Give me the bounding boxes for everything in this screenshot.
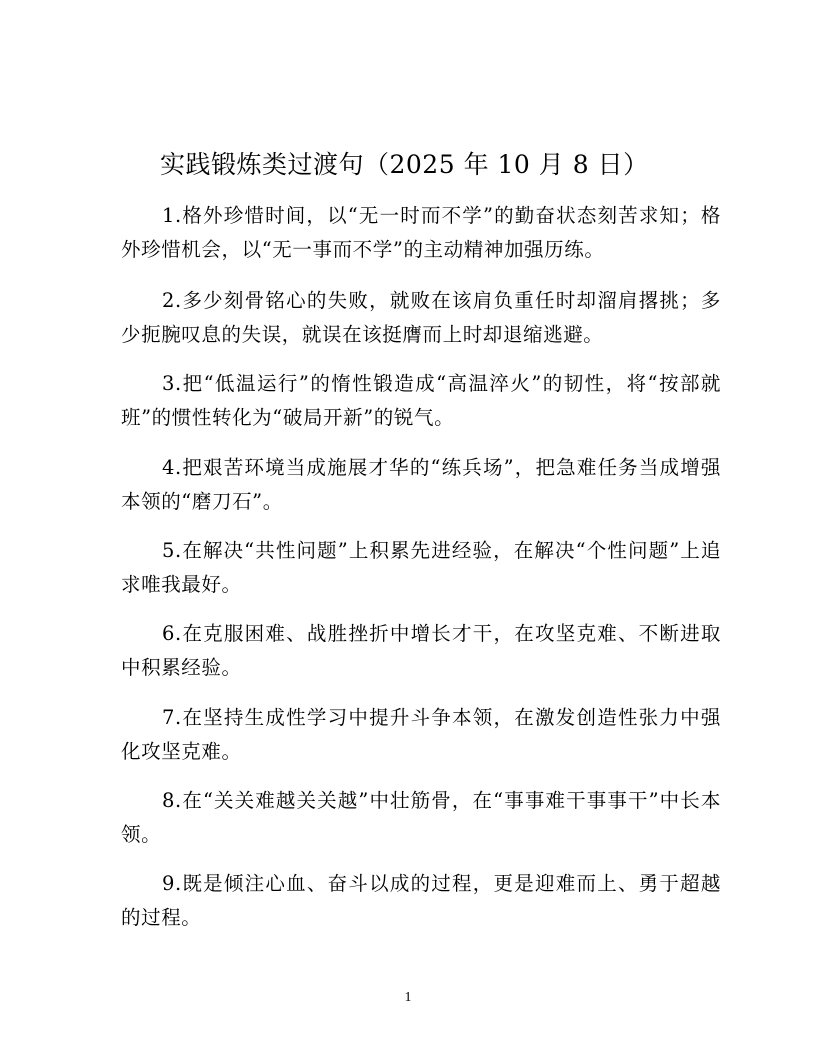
paragraph-5: 5.在解决“共性问题”上积累先进经验，在解决“个性问题”上追求唯我最好。	[121, 539, 721, 596]
paragraph-1: 1.格外珍惜时间，以“无一时而不学”的勤奋状态刻苦求知；格外珍惜机会，以“无一事而不学”的主动精神加强历练。	[121, 204, 721, 261]
document-title: 实践锻炼类过渡句（2025 年 10 月 8 日）	[160, 150, 649, 179]
paragraph-8: 8.在“关关难越关关越”中壮筋骨，在“事事难干事事干”中长本领。	[121, 789, 721, 846]
page-number: 1	[404, 990, 412, 1005]
paragraph-4: 4.把艰苦环境当成施展才华的“练兵场”，把急难任务当成增强本领的“磨刀石”。	[121, 456, 721, 513]
paragraph-6: 6.在克服困难、战胜挫折中增长才干，在攻坚克难、不断进取中积累经验。	[121, 622, 721, 679]
paragraph-2: 2.多少刻骨铭心的失败，就败在该肩负重任时却溜肩撂挑；多少扼腕叹息的失误，就误在该挺膺而上时却退缩逃避。	[121, 289, 721, 346]
paragraph-3: 3.把“低温运行”的惰性锻造成“高温淬火”的韧性，将“按部就班”的惯性转化为“破局开新”的锐气。	[121, 372, 721, 429]
paragraph-9: 9.既是倾注心血、奋斗以成的过程，更是迎难而上、勇于超越的过程。	[121, 872, 721, 929]
paragraph-7: 7.在坚持生成性学习中提升斗争本领，在激发创造性张力中强化攻坚克难。	[121, 706, 721, 763]
